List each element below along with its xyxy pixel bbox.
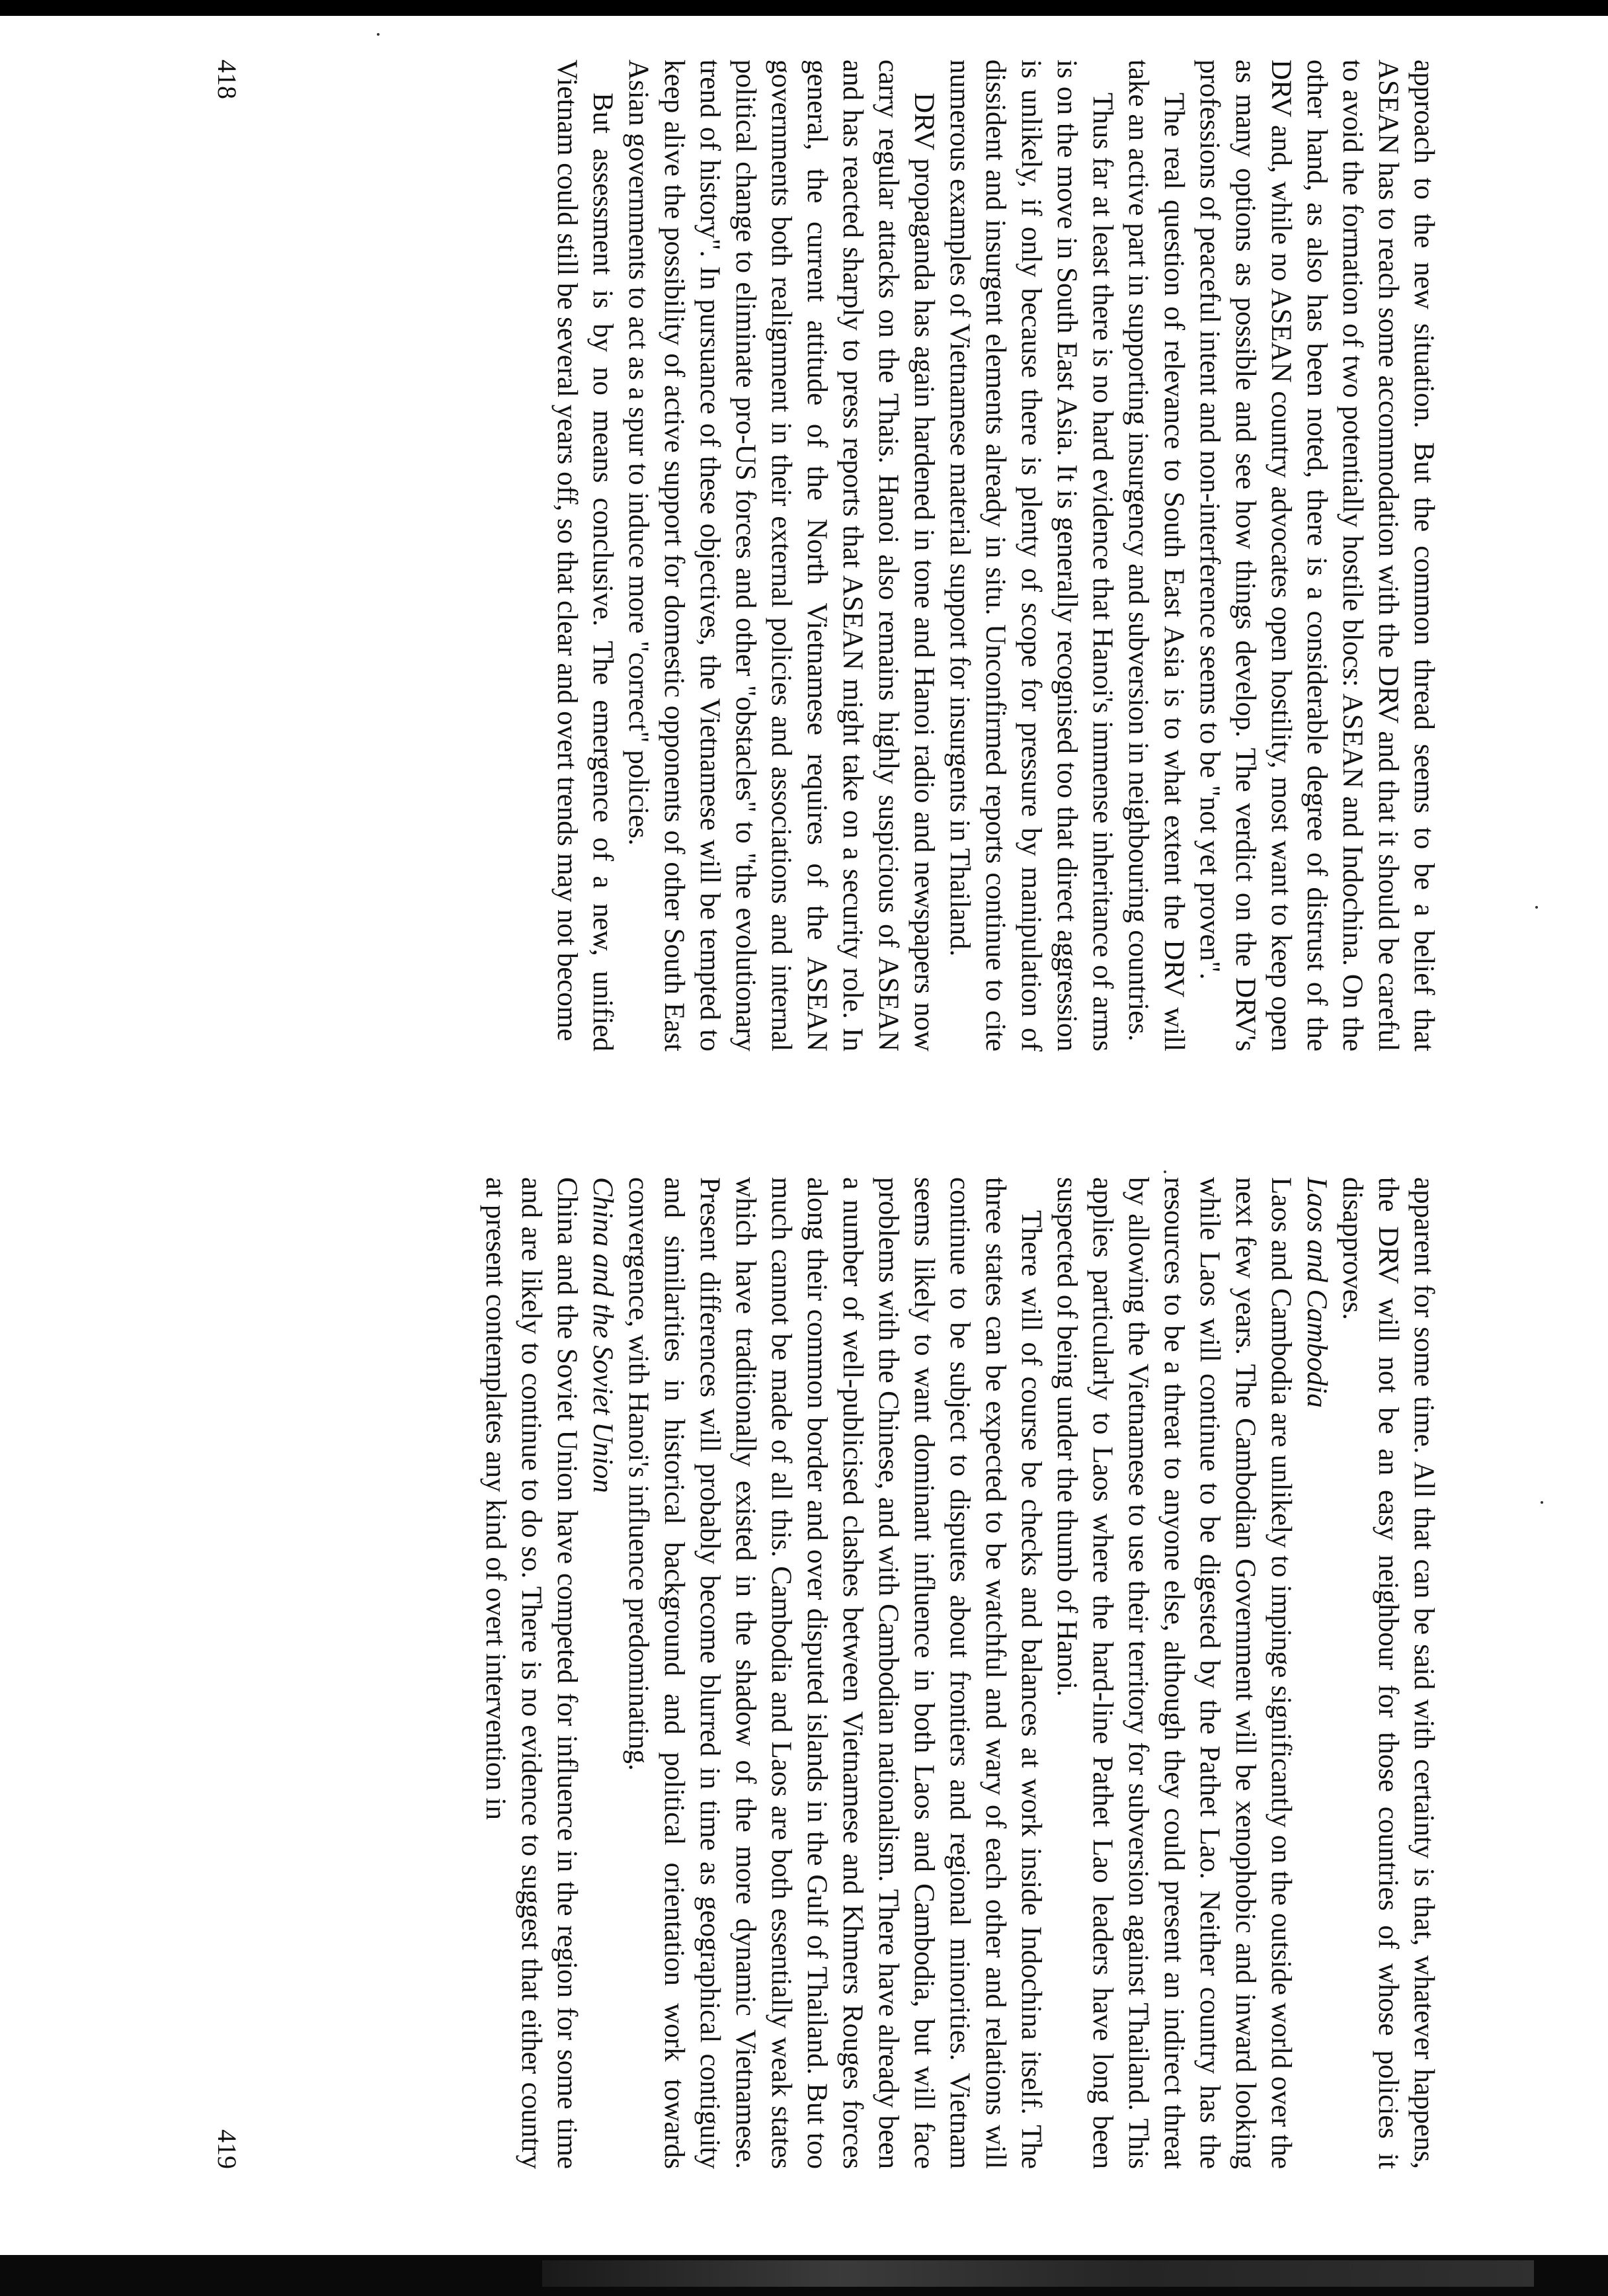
scan-bottom-border xyxy=(0,2255,1608,2296)
right-opening-paragraph: apparent for some time. All that can be said with certainty is that, whatever happens, the DRV will not be an easy neighbour for those countries of whose policies it disapproves. xyxy=(1337,1177,1439,2169)
left-paragraph-2: The real question of relevance to South East Asia is to what extent the DRV will take an active part in supporting insurgency and subversion in neighbouring countries. xyxy=(1123,60,1189,1051)
left-paragraph-5: But assessment is by no means conclusive. The emergence of a new, unified Vietnam could still be several years off, so that clear and overt trends may not become xyxy=(551,60,618,1051)
scan-bottom-streak xyxy=(542,2260,1534,2287)
page-number-right: 419 xyxy=(212,2129,242,2169)
laos-paragraph-1: Laos and Cambodia are unlikely to impinge significantly on the outside world over the next few years. The Cambodian Government will be xenophobic and inward looking while Laos will continue to be digested by the Pathet Lao. Neither country has the resources to be a threat to anyone else, although they could present an indirect threat by allowing the Vietnamese to use their territory for subversion against Thailand. This applies particularly to Laos where the hard-line Pathet Lao leaders have long been suspected of being under the thumb of Hanoi. xyxy=(1051,1177,1297,2169)
right-page-text xyxy=(477,1177,1441,2169)
scan-speck xyxy=(1535,906,1538,909)
left-page xyxy=(185,60,1441,1051)
scan-speck xyxy=(1164,1170,1166,1173)
left-paragraph-3: Thus far at least there is no hard evidence that Hanoi's immense inheritance of arms is on the move in South East Asia. It is generally recognised too that direct aggression is unlikely, if only because there is plenty of scope for pressure by manipulation of dissident and insurgent elements already in situ. Unconfirmed reports continue to cite numerous examples of Vietnamese material support for insurgents in Thailand. xyxy=(944,60,1118,1051)
scan-top-border xyxy=(0,0,1608,16)
section-heading-laos-cambodia: Laos and Cambodia xyxy=(1301,1177,1332,1408)
page-number-left: 418 xyxy=(212,60,242,99)
left-paragraph-1: approach to the new situation. But the common thread seems to be a belief that ASEAN has to reach some accommodation with the DRV and that it should be careful to avoid the formation of two potentially hostile blocs: ASEAN and Indochina. On the other hand, as also has been noted, there is a considerable degree of distrust of the DRV and, while no ASEAN country advocates open hostility, most want to keep open as many options as possible and see how things develop. The verdict on the DRV's professions of peaceful intent and non-interference seems to be "not yet proven". xyxy=(1194,60,1439,1051)
laos-paragraph-2: There will of course be checks and balances at work inside Indochina itself. The three states can be expected to be watchful and wary of each other and relations will continue to be subject to disputes about frontiers and regional minorities. Vietnam seems likely to want dominant influence in both Laos and Cambodia, but will face problems with the Chinese, and with Cambodian nationalism. There have already been a number of well-publicised clashes between Vietnamese and Khmers Rouges forces along their common border and over disputed islands in the Gulf of Thailand. But too much cannot be made of all this. Cambodia and Laos are both essentially weak states which have traditionally existed in the shadow of the more dynamic Vietnamese. Present differences will probably become blurred in time as geographical contiguity and similarities in historical background and political orientation work towards convergence, with Hanoi's influence predominating. xyxy=(623,1177,1047,2169)
left-paragraph-4: DRV propaganda has again hardened in tone and Hanoi radio and newspapers now carry regular attacks on the Thais. Hanoi also remains highly suspicious of ASEAN and has reacted sharply to press reports that ASEAN might take on a security role. In general, the current attitude of the North Vietnamese requires of the ASEAN governments both realignment in their external policies and associations and internal political change to eliminate pro-US forces and other "obstacles" to "the evolutionary trend of history". In pursuance of these objectives, the Vietnamese will be tempted to keep alive the possibility of active support for domestic opponents of other South East Asian governments to act as a spur to induce more "correct" policies. xyxy=(623,60,940,1051)
book-spread xyxy=(185,33,1441,2215)
scan-speck xyxy=(1541,1501,1543,1504)
section-heading-china-soviet: China and the Soviet Union xyxy=(587,1177,618,1493)
left-page-text xyxy=(549,60,1441,1051)
right-page xyxy=(185,1177,1441,2169)
china-paragraph-1: China and the Soviet Union have competed for influence in the region for some time and are likely to continue to do so. There is no evidence to suggest that either country at present contemplates any kind of overt intervention in xyxy=(480,1177,583,2169)
scan-speck xyxy=(377,33,380,36)
